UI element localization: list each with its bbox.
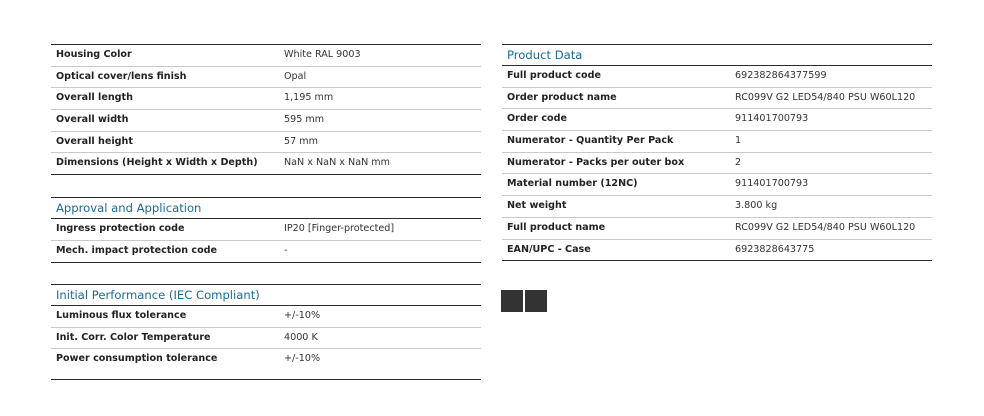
row-label: Full product code [507, 70, 601, 81]
row-label: Optical cover/lens finish [56, 70, 187, 82]
row-label: Dimensions (Height x Width x Depth) [56, 157, 258, 169]
row-label: EAN/UPC - Case [507, 243, 591, 255]
table-row [51, 110, 481, 132]
table-row [51, 88, 481, 110]
row-label: Ingress protection code [56, 223, 185, 235]
table-row [51, 132, 481, 154]
row-value: 3.800 kg [735, 200, 778, 212]
table-row [502, 109, 932, 131]
color-swatch [525, 290, 547, 312]
row-value: 1,195 mm [284, 92, 334, 104]
row-label: Numerator - Packs per outer box [507, 156, 685, 168]
approval-section [51, 197, 481, 263]
row-label: Material number (12NC) [507, 178, 638, 190]
table-row [51, 349, 481, 380]
table-row [51, 328, 481, 350]
table-row [502, 153, 932, 175]
row-value: 911401700793 [735, 113, 809, 125]
row-value: 595 mm [284, 114, 325, 126]
table-row [502, 66, 932, 88]
row-label: Numerator - Quantity Per Pack [507, 135, 674, 147]
row-value: 57 mm [284, 135, 318, 147]
left-column [51, 44, 481, 380]
table-row [502, 131, 932, 153]
table-row [51, 45, 481, 67]
row-value: RC099V G2 LED54/840 PSU W60L120 [735, 221, 916, 233]
table-row [51, 241, 481, 263]
row-label: Overall height [56, 135, 133, 147]
row-value: - [284, 244, 288, 256]
table-row [502, 196, 932, 218]
row-value: +/-10% [284, 353, 321, 365]
row-label: Luminous flux tolerance [56, 309, 187, 321]
product-data-section [502, 44, 932, 261]
table-row [51, 219, 481, 241]
row-label: Order product name [507, 91, 617, 103]
table-row [502, 240, 932, 262]
table-row [502, 88, 932, 110]
row-label: Init. Corr. Color Temperature [56, 331, 211, 343]
row-label: Mech. impact protection code [56, 244, 218, 256]
row-value: 692382864377599 [735, 70, 827, 81]
row-label: Power consumption tolerance [56, 353, 218, 365]
section-title: Approval and Application [51, 197, 481, 219]
general-specs-table [51, 44, 481, 175]
row-label: Net weight [507, 200, 567, 212]
table-row [51, 306, 481, 328]
row-value: 911401700793 [735, 178, 809, 190]
row-value: 1 [735, 135, 742, 147]
performance-section [51, 284, 481, 380]
right-column [502, 44, 932, 261]
row-value: +/-10% [284, 309, 321, 321]
table-row [51, 67, 481, 89]
row-label: Order code [507, 113, 567, 125]
section-title: Initial Performance (IEC Compliant) [51, 284, 481, 306]
table-row [51, 153, 481, 175]
row-value: RC099V G2 LED54/840 PSU W60L120 [735, 91, 916, 103]
table-row [502, 174, 932, 196]
color-swatch [501, 290, 523, 312]
row-value: White RAL 9003 [284, 49, 361, 60]
row-value: 2 [735, 156, 742, 168]
section-title: Product Data [502, 44, 932, 66]
row-value: Opal [284, 70, 307, 82]
color-swatches [501, 290, 547, 312]
row-label: Overall width [56, 114, 129, 126]
row-label: Overall length [56, 92, 133, 104]
row-value: 6923828643775 [735, 243, 815, 255]
row-value: NaN x NaN x NaN mm [284, 157, 390, 169]
row-value: IP20 [Finger-protected] [284, 223, 395, 235]
row-label: Housing Color [56, 49, 132, 60]
row-label: Full product name [507, 221, 606, 233]
row-value: 4000 K [284, 331, 318, 343]
table-row [502, 218, 932, 240]
